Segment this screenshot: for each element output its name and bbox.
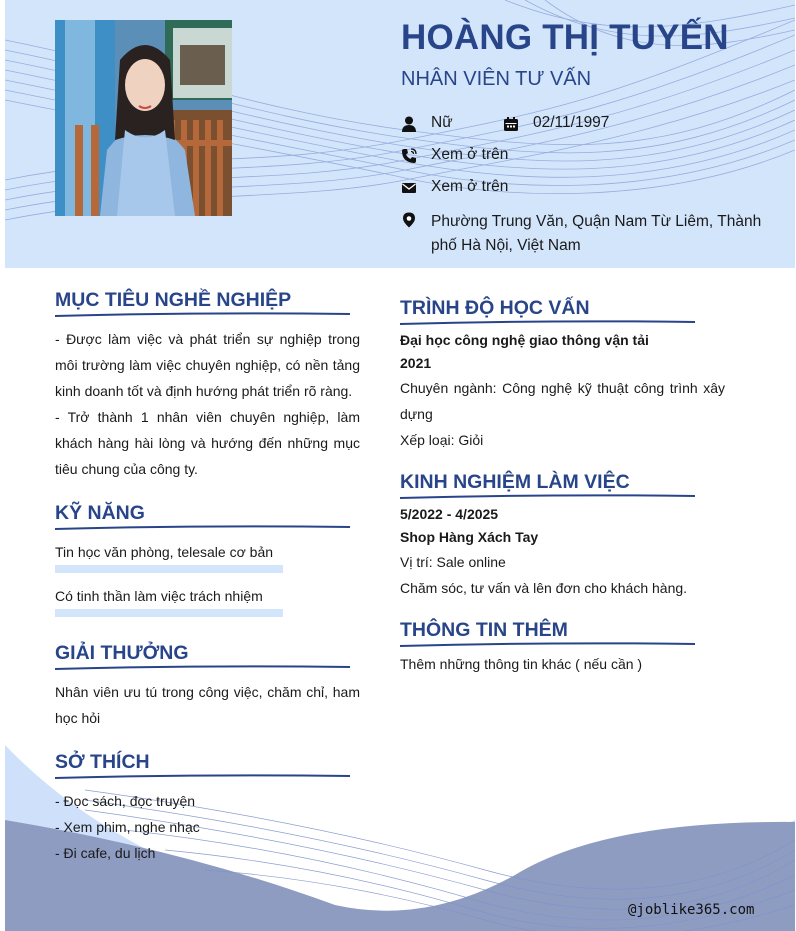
skills-title: KỸ NĂNG <box>55 502 145 524</box>
hobby-item-1: - Đọc sách, đọc truyện <box>55 793 196 809</box>
awards-title: GIẢI THƯỞNG <box>55 642 189 664</box>
location-icon <box>401 212 417 228</box>
education-underline <box>400 319 695 327</box>
skill-item-2: Có tinh thần làm việc trách nhiệm <box>55 588 263 604</box>
footer-handle: @joblike365.com <box>628 902 755 918</box>
phone-icon <box>401 148 417 164</box>
phone-row <box>401 146 508 164</box>
experience-description: Chăm sóc, tư vấn và lên đơn cho khách hàng. <box>400 580 688 596</box>
hobby-item-2: - Xem phim, nghe nhạc <box>55 819 200 835</box>
experience-position: Vị trí: Sale online <box>400 554 506 570</box>
education-title: TRÌNH ĐỘ HỌC VẤN <box>400 297 590 319</box>
additional-underline <box>400 641 695 649</box>
user-icon <box>401 116 417 132</box>
dob-row <box>503 114 609 132</box>
education-school: Đại học công nghệ giao thông vận tải <box>400 332 649 348</box>
additional-title: THÔNG TIN THÊM <box>400 619 568 641</box>
experience-underline <box>400 493 695 501</box>
gender-row <box>401 114 453 132</box>
email-icon <box>401 180 417 196</box>
objective-underline <box>55 311 350 319</box>
awards-underline <box>55 664 350 672</box>
awards-text: Nhân viên ưu tú trong công việc, chăm chỉ, ham học hỏi <box>55 684 360 726</box>
hobbies-title: SỞ THÍCH <box>55 751 150 773</box>
skill-bar-1 <box>55 565 283 573</box>
candidate-name: HOÀNG THỊ TUYẾN <box>401 18 729 57</box>
experience-period: 5/2022 - 4/2025 <box>400 506 499 522</box>
address-row <box>401 210 771 258</box>
experience-title: KINH NGHIỆM LÀM VIỆC <box>400 471 630 493</box>
skill-bar-2 <box>55 609 283 617</box>
skills-underline <box>55 524 350 532</box>
footer-wave-decoration <box>5 700 795 931</box>
email-row <box>401 178 508 196</box>
phone-value: Xem ở trên <box>431 146 509 163</box>
education-grade: Xếp loại: Giỏi <box>400 432 484 448</box>
education-major: Chuyên ngành: Công nghệ kỹ thuật công trình xây dựng <box>400 380 725 422</box>
skill-item-1: Tin học văn phòng, telesale cơ bản <box>55 544 274 560</box>
gender-value: Nữ <box>431 114 453 131</box>
hobbies-underline <box>55 773 350 781</box>
resume-page <box>5 0 795 931</box>
experience-company: Shop Hàng Xách Tay <box>400 529 539 545</box>
address-value: Phường Trung Văn, Quận Nam Từ Liêm, Thành phố Hà Nội, Việt Nam <box>431 213 762 254</box>
dob-value: 02/11/1997 <box>533 114 610 131</box>
objective-text-1: - Được làm việc và phát triển sự nghiệp trong môi trường làm việc chuyên nghiệp, có nền tảng kinh doanh tốt và định hướng phát triển rõ ràng. <box>55 331 360 399</box>
additional-text: Thêm những thông tin khác ( nếu cần ) <box>400 656 643 672</box>
objective-text-2: - Trở thành 1 nhân viên chuyên nghiệp, làm khách hàng hài lòng và hướng đến những mục tiêu chung của công ty. <box>55 409 360 477</box>
calendar-icon <box>503 116 519 132</box>
resume-header <box>5 0 795 268</box>
objective-title: MỤC TIÊU NGHỀ NGHIỆP <box>55 289 292 311</box>
profile-photo <box>55 20 232 216</box>
candidate-title: NHÂN VIÊN TƯ VẤN <box>401 68 592 90</box>
email-value: Xem ở trên <box>431 178 509 195</box>
education-year: 2021 <box>400 355 432 371</box>
hobby-item-3: - Đi cafe, du lịch <box>55 845 156 861</box>
